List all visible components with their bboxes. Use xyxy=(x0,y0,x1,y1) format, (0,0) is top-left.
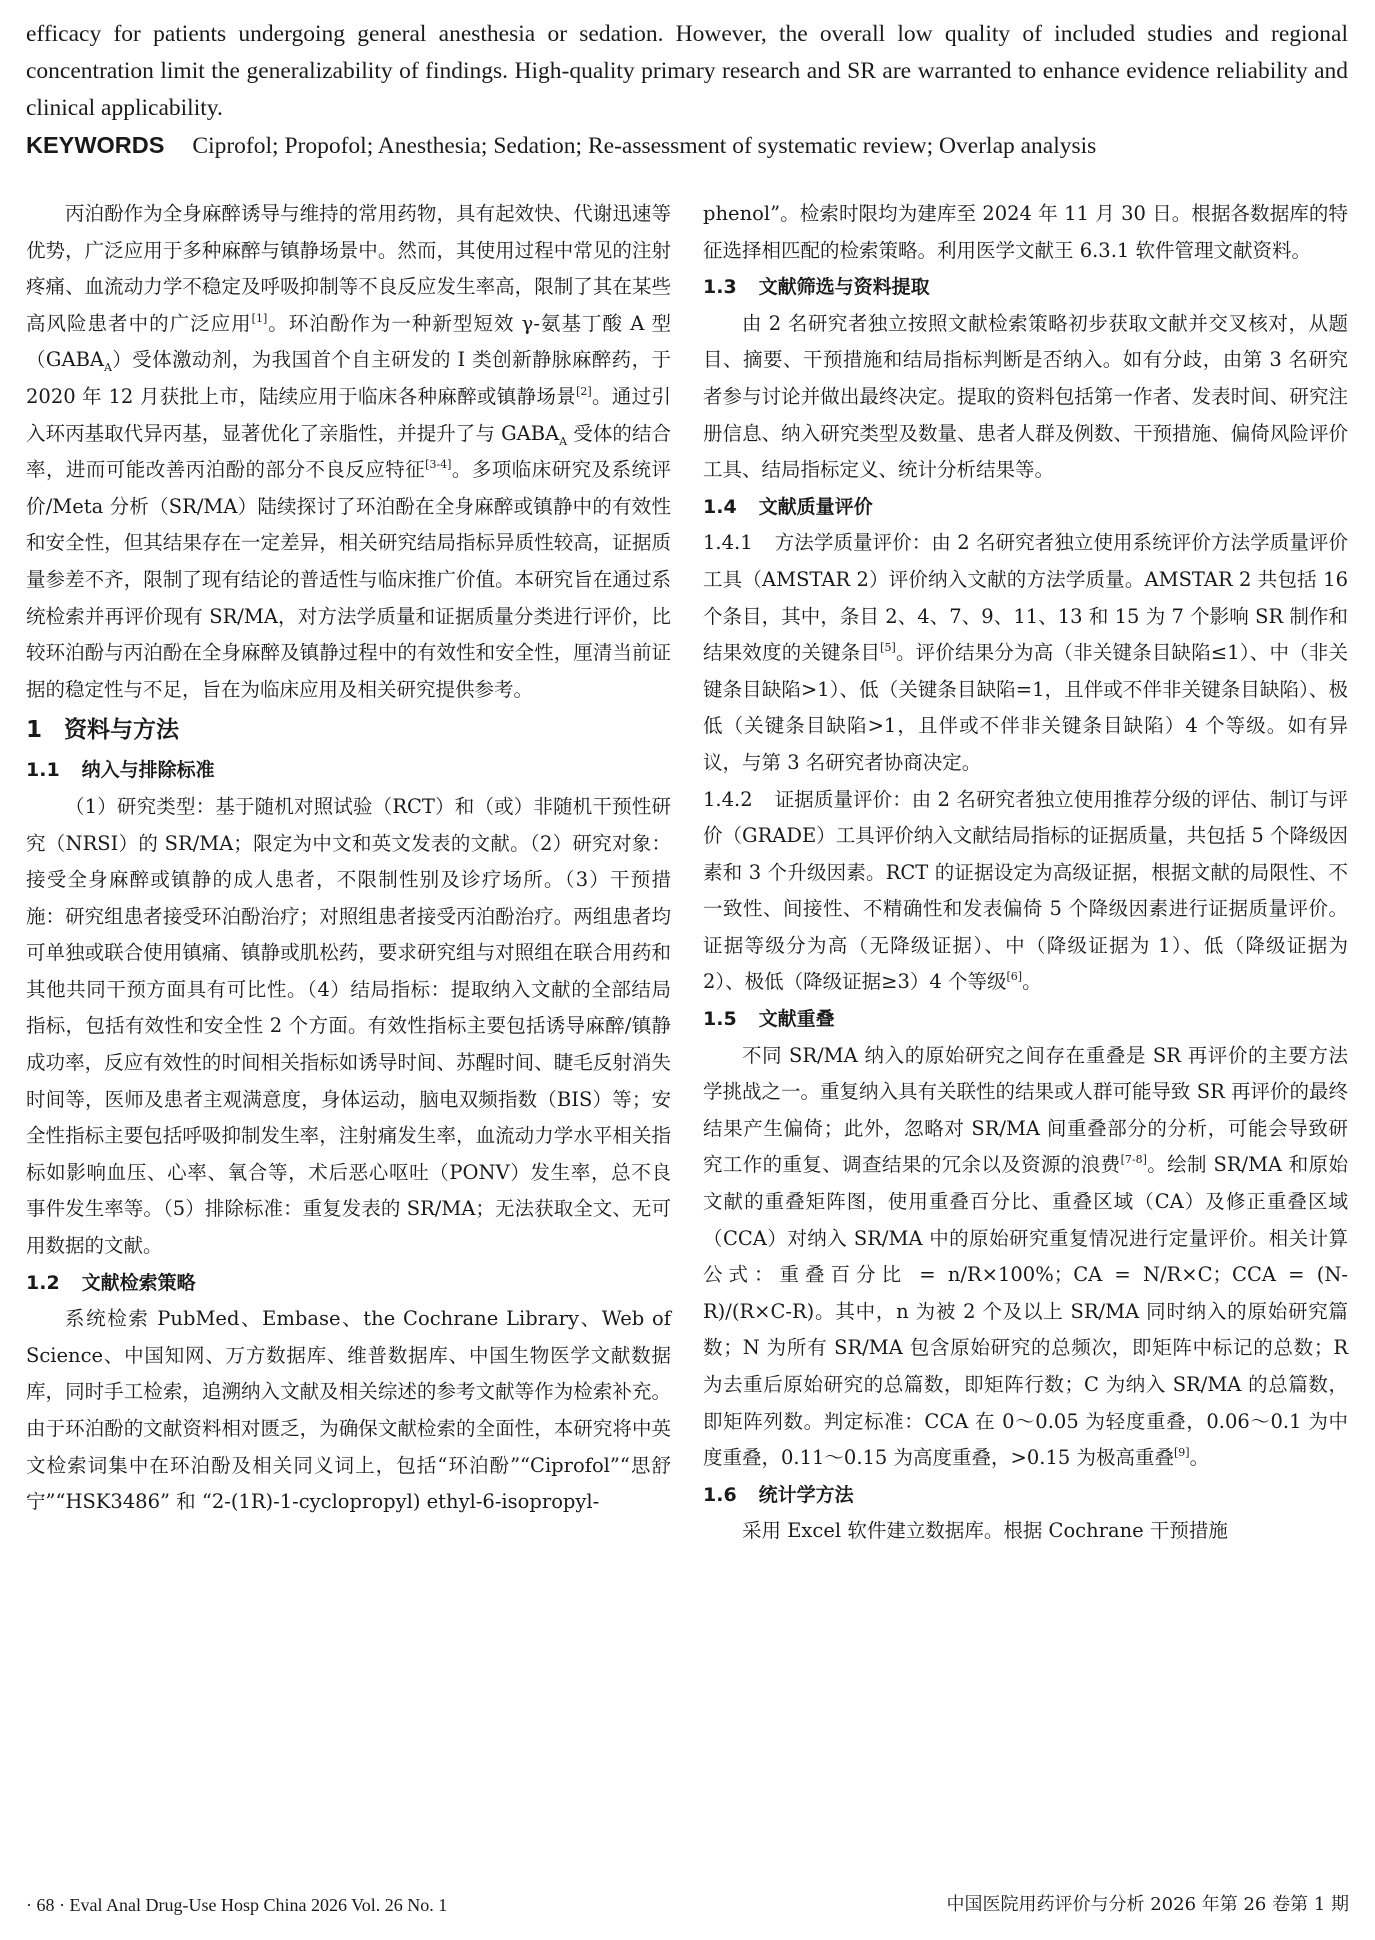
left-column xyxy=(26,196,671,1521)
paragraph-text: 方法学质量评价：由 2 名研究者独立使用系统评价方法学质量评价工具（AMSTAR 2）评价纳入文献的方法学质量。AMSTAR 2 共包括 16 个条目，其中，条目 2、4、7、9、11、13 和 15 为 7 个影响 SR 制作和结果效度的关键条目 xyxy=(703,531,1348,665)
section-1-1-paragraph: （1）研究类型：基于随机对照试验（RCT）和（或）非随机干预性研究（NRSI）的 SR/MA；限定为中文和英文发表的文献。（2）研究对象：接受全身麻醉或镇静的成人患者，不限制性别及诊疗场所。（3）干预措施：研究组患者接受环泊酚治疗；对照组患者接受丙泊酚治疗。两组患者均可单独或联合使用镇痛、镇静或肌松药，要求研究组与对照组在联合用药和其他共同干预方面具有可比性。（4）结局指标：提取纳入文献的全部结局指标，包括有效性和安全性 2 个方面。有效性指标主要包括诱导麻醉/镇静成功率，反应有效性的时间相关指标如诱导时间、苏醒时间、睫毛反射消失时间等，医师及患者主观满意度，身体运动，脑电双频指数（BIS）等；安全性指标主要包括呼吸抑制发生率，注射痛发生率，血流动力学水平相关指标如影响血压、心率、氧合等，术后恶心呕吐（PONV）发生率，总不良事件发生率等。（5）排除标准：重复发表的 SR/MA；无法获取全文、无可用数据的文献。 xyxy=(26,794,671,1258)
section-1-4-1-paragraph xyxy=(703,525,1348,781)
section-1-1-heading xyxy=(26,752,671,789)
section-1-6-paragraph: 采用 Excel 软件建立数据库。根据 Cochrane 干预措施 xyxy=(742,1519,1228,1543)
section-number: 1.1 xyxy=(26,759,60,782)
section-1-4-2-paragraph xyxy=(703,782,1348,1002)
intro-text-1: 丙泊酚作为全身麻醉诱导与维持的常用药物，具有起效快、代谢迅速等优势，广泛应用于多种麻醉与镇静场景中。然而，其使用过程中常见的注射疼痛、血流动力学不稳定及呼吸抑制等不良反应发生率高，限制了其在某些高风险患者中的广泛应用 xyxy=(26,202,671,335)
keywords-list: Ciprofol; Propofol; Anesthesia; Sedation; Re-assessment of systematic review; Overlap analysis xyxy=(192,133,1097,159)
subsection-number: 1.4.2 xyxy=(703,787,753,811)
section-1-2-continuation: phenol”。检索时限均为建库至 2024 年 11 月 30 日。根据各数据库的特征选择相匹配的检索策略。利用医学文献王 6.3.1 软件管理文献资料。 xyxy=(703,202,1348,262)
section-1-3-paragraph: 由 2 名研究者独立按照文献检索策略初步获取文献并交叉核对，从题目、摘要、干预措施和结局指标判断是否纳入。如有分歧，由第 3 名研究者参与讨论并做出最终决定。提取的资料包括第一作者、发表时间、研究注册信息、纳入研究类型及数量、患者人群及例数、干预措施、偏倚风险评价工具、结局指标定义、统计分析结果等。 xyxy=(703,311,1348,482)
abstract-text: efficacy for patients undergoing general anesthesia or sedation. However, the overall low quality of included studies and regional concentration limit the generalizability of findings. High-quality primary research and SR are warranted to enhance evidence reliability and clinical applicability. xyxy=(26,21,1348,121)
citation: [3-4] xyxy=(425,458,452,472)
section-1-heading xyxy=(26,710,671,750)
section-1-2-paragraph: 系统检索 PubMed、Embase、the Cochrane Library、Web of Science、中国知网、万方数据库、维普数据库、中国生物医学文献数据库，同时手工检索，追溯纳入文献及相关综述的参考文献等作为检索补充。由于环泊酚的文献资料相对匮乏，为确保文献检索的全面性，本研究将中英文检索词集中在环泊酚及相关同义词上，包括“环泊酚”“Ciprofol”“思舒宁”“HSK3486” 和 “2-(1R)-1-cyclopropyl) ethyl-6-isopropyl- xyxy=(26,1307,671,1514)
paragraph-text: 。 xyxy=(1022,970,1042,994)
section-title: 文献检索策略 xyxy=(81,1271,196,1294)
section-1-3-heading xyxy=(703,269,1348,306)
citation: [9] xyxy=(1174,1446,1190,1460)
section-title: 统计学方法 xyxy=(758,1483,854,1506)
keywords-line xyxy=(26,127,1348,165)
citation: [1] xyxy=(251,311,268,325)
intro-paragraph xyxy=(26,196,671,708)
intro-text-5: 受体的结合率，进而可能改善丙泊酚的部分不良反应特征 xyxy=(26,421,671,482)
paragraph-text: 不同 SR/MA 纳入的原始研究之间存在重叠是 SR 再评价的主要方法学挑战之一。重复纳入具有关联性的结果或人群可能导致 SR 再评价的最终结果产生偏倚；此外，忽略对 SR/MA 间重叠部分的分析，可能会导致研究工作的重复、调查结果的冗余以及资源的浪费 xyxy=(703,1043,1348,1177)
intro-text-4: 。通过引入环丙基取代异丙基，显著优化了亲脂性，并提升了与 GABA xyxy=(26,384,671,445)
intro-text-3: ）受体激动剂，为我国首个自主研发的 Ⅰ 类创新静脉麻醉药，于 2020 年 12 月获批上市，陆续应用于临床各种麻醉或镇静场景 xyxy=(26,348,671,408)
section-1-2-heading xyxy=(26,1265,671,1302)
citation: [6] xyxy=(1006,970,1023,984)
paragraph-text: 。评价结果分为高（非关键条目缺陷≤1）、中（非关键条目缺陷>1）、低（关键条目缺陷=1，且伴或不伴非关键条目缺陷）、极低（关键条目缺陷>1，且伴或不伴非关键条目缺陷）4 个等级。如有异议，与第 3 名研究者协商决定。 xyxy=(703,641,1348,774)
section-number: 1.2 xyxy=(26,1271,60,1294)
section-1-6-heading xyxy=(703,1477,1348,1514)
section-number: 1.6 xyxy=(703,1483,737,1506)
section-number: 1 xyxy=(26,717,43,744)
keywords-label: KEYWORDS xyxy=(26,132,165,158)
paragraph-text: 。 xyxy=(1189,1446,1210,1470)
section-number: 1.5 xyxy=(703,1008,737,1031)
section-title: 文献重叠 xyxy=(758,1008,835,1031)
footer-journal-cn: 中国医院用药评价与分析 2026 年第 26 卷第 1 期 xyxy=(946,1894,1349,1915)
intro-text-6: 。多项临床研究及系统评价/Meta 分析（SR/MA）陆续探讨了环泊酚在全身麻醉或镇静中的有效性和安全性，但其结果存在一定差异，相关研究结局指标异质性较高，证据质量参差不齐，限制了现有结论的普适性与临床推广价值。本研究旨在通过系统检索并再评价现有 SR/MA，对方法学质量和证据质量分类进行评价，比较环泊酚与丙泊酚在全身麻醉及镇静过程中的有效性和安全性，厘清当前证据的稳定性与不足，旨在为临床应用及相关研究提供参考。 xyxy=(26,458,671,701)
citation: [7-8] xyxy=(1120,1153,1147,1167)
right-column xyxy=(703,196,1348,1550)
footer-journal-en: · 68 · Eval Anal Drug-Use Hosp China 2026 Vol. 26 No. 1 xyxy=(26,1895,448,1915)
section-title: 文献质量评价 xyxy=(758,495,873,518)
section-1-5-heading xyxy=(703,1001,1348,1038)
section-1-5-paragraph xyxy=(703,1038,1348,1477)
citation: [2] xyxy=(576,384,592,398)
subsection-number: 1.4.1 xyxy=(703,531,753,555)
section-title: 资料与方法 xyxy=(64,717,180,744)
subscript: A xyxy=(559,434,568,448)
section-title: 文献筛选与资料提取 xyxy=(758,276,930,299)
section-number: 1.4 xyxy=(703,495,737,518)
intro-text-2: 。环泊酚作为一种新型短效 γ-氨基丁酸 A 型（GABA xyxy=(26,311,671,372)
paragraph-text: 。绘制 SR/MA 和原始文献的重叠矩阵图，使用重叠百分比、重叠区域（CA）及修正重叠区域（CCA）对纳入 SR/MA 中的原始研究重复情况进行定量评价。相关计算公式：重叠百分比 = n/R×100%；CA = N/R×C；CCA = (N-R)/(R×C-R)。其中，n 为被 2 个及以上 SR/MA 同时纳入的原始研究篇数；N 为所有 SR/MA 包含原始研究的总频次，即矩阵中标记的总数；R 为去重后原始研究的总篇数，即矩阵行数；C 为纳入 SR/MA 的总篇数，即矩阵列数。判定标准：CCA 在 0～0.05 为轻度重叠，0.06～0.1 为中度重叠，0.11～0.15 为高度重叠，>0.15 为极高重叠 xyxy=(703,1153,1348,1470)
subscript: A xyxy=(104,361,112,375)
paragraph-text: 证据质量评价：由 2 名研究者独立使用推荐分级的评估、制订与评价（GRADE）工具评价纳入文献结局指标的证据质量，共包括 5 个降级因素和 3 个升级因素。RCT 的证据设定为高级证据，根据文献的局限性、不一致性、间接性、不精确性和发表偏倚 5 个降级因素进行证据质量评价。证据等级分为高（无降级证据）、中（降级证据为 1）、低（降级证据为 2）、极低（降级证据≥3）4 个等级 xyxy=(703,787,1349,994)
citation: [5] xyxy=(880,641,896,655)
section-1-4-heading xyxy=(703,489,1348,526)
section-title: 纳入与排除标准 xyxy=(81,759,215,782)
section-number: 1.3 xyxy=(703,276,737,299)
